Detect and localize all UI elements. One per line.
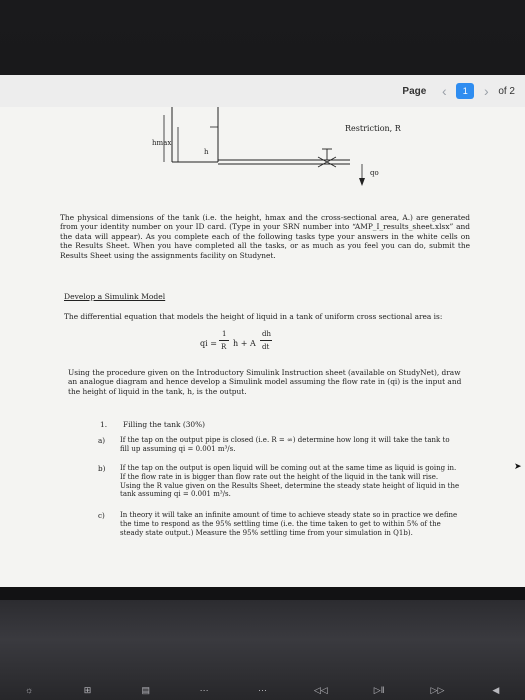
subtask-a-label: a)	[98, 436, 106, 445]
intro-paragraph: The physical dimensions of the tank (i.e. the height, hmax and the cross-sectional area, A.) are generated from your identity number on your ID card. (Type in your SRN number into “AMP_I_results_sheet.xlsx” and the data will appear). As you complete each of the following tasks type your answers in the white cells on the Results Sheet. When you have completed all the tasks, or as much as you feel you can do, submit the Results Sheet using the assignments facility on Studynet.	[60, 213, 470, 260]
subtask-b-label: b)	[98, 464, 106, 473]
fraction-2-denominator: dt	[262, 343, 270, 351]
total-pages: of 2	[498, 85, 515, 97]
mouse-cursor-icon: ➤	[514, 462, 522, 472]
fraction-1-denominator: R	[221, 343, 227, 351]
page-navigator	[402, 81, 515, 101]
outflow-arrow-icon	[359, 178, 365, 186]
previous-page-button[interactable]: ‹	[441, 83, 447, 99]
subtask-c-label: c)	[98, 511, 105, 520]
task-title: Filling the tank (30%)	[123, 420, 206, 429]
restriction-label: Restriction, R	[345, 124, 401, 133]
mute-key-icon[interactable]: ◀	[492, 684, 500, 695]
current-page-number[interactable]: 1	[456, 83, 474, 99]
equation-intro: The differential equation that models the height of liquid in a tank of uniform cross sectional area is:	[64, 312, 443, 321]
tank-diagram	[100, 107, 420, 197]
screen-bezel	[0, 587, 525, 600]
mission-control-key-icon[interactable]: ⊞	[83, 684, 92, 695]
subtask-a-text: If the tap on the output pipe is closed (i.e. R = ∞) determine how long it will take the tank to fill up assuming qi = 0.001 m³/s.	[120, 436, 450, 453]
section-heading: Develop a Simulink Model	[64, 292, 166, 301]
qo-label: qo	[370, 169, 379, 177]
function-key-row	[0, 680, 525, 700]
equation-lhs: qi =	[200, 339, 217, 348]
subtask-c-text: In theory it will take an infinite amount of time to achieve steady state so in practice we define the time to respond as the 95% settling time (i.e. the time taken to get to within 5% of the steady state output.) Measure the 95% settling time from your simulation in Q1b).	[120, 511, 458, 537]
rewind-key-icon[interactable]: ◁◁	[313, 684, 328, 695]
fraction-1-numerator: 1	[222, 330, 227, 338]
subtask-b-text: If the tap on the output is open liquid will be coming out at the same time as liquid is going in. If the flow rate in is bigger than flow rate out the height of the liquid in the tank will rise. Using the R value given on the Results Sheet, determine the steady state height of liquid in the tank assuming qi = 0.001 m³/s.	[120, 464, 460, 499]
page-label: Page	[402, 85, 427, 97]
hmax-label: hmax	[152, 139, 172, 147]
h-label: h	[204, 148, 209, 156]
play-pause-key-icon[interactable]: ▷ǁ	[373, 684, 385, 695]
fraction-2-bar	[260, 340, 272, 341]
differential-equation	[200, 330, 360, 360]
launchpad-key-icon[interactable]: ▤	[141, 684, 151, 695]
equation-middle: h + A	[233, 339, 256, 348]
brightness-key-icon[interactable]: ☼	[25, 685, 34, 695]
fast-forward-key-icon[interactable]: ▷▷	[430, 684, 445, 695]
fraction-1-bar	[219, 340, 229, 341]
next-page-button[interactable]: ›	[483, 83, 489, 99]
keyboard-light-up-key-icon[interactable]: ⋯	[257, 684, 267, 695]
procedure-paragraph: Using the procedure given on the Introductory Simulink Instruction sheet (available on StudyNet), draw an analogue diagram and hence develop a Simulink model assuming the flow rate in (qi) is the input and the height of liquid in the tank, h, is the output.	[68, 368, 462, 396]
fraction-2-numerator: dh	[262, 330, 271, 338]
task-number: 1.	[100, 420, 108, 429]
keyboard-light-down-key-icon[interactable]: ⋯	[199, 684, 209, 695]
